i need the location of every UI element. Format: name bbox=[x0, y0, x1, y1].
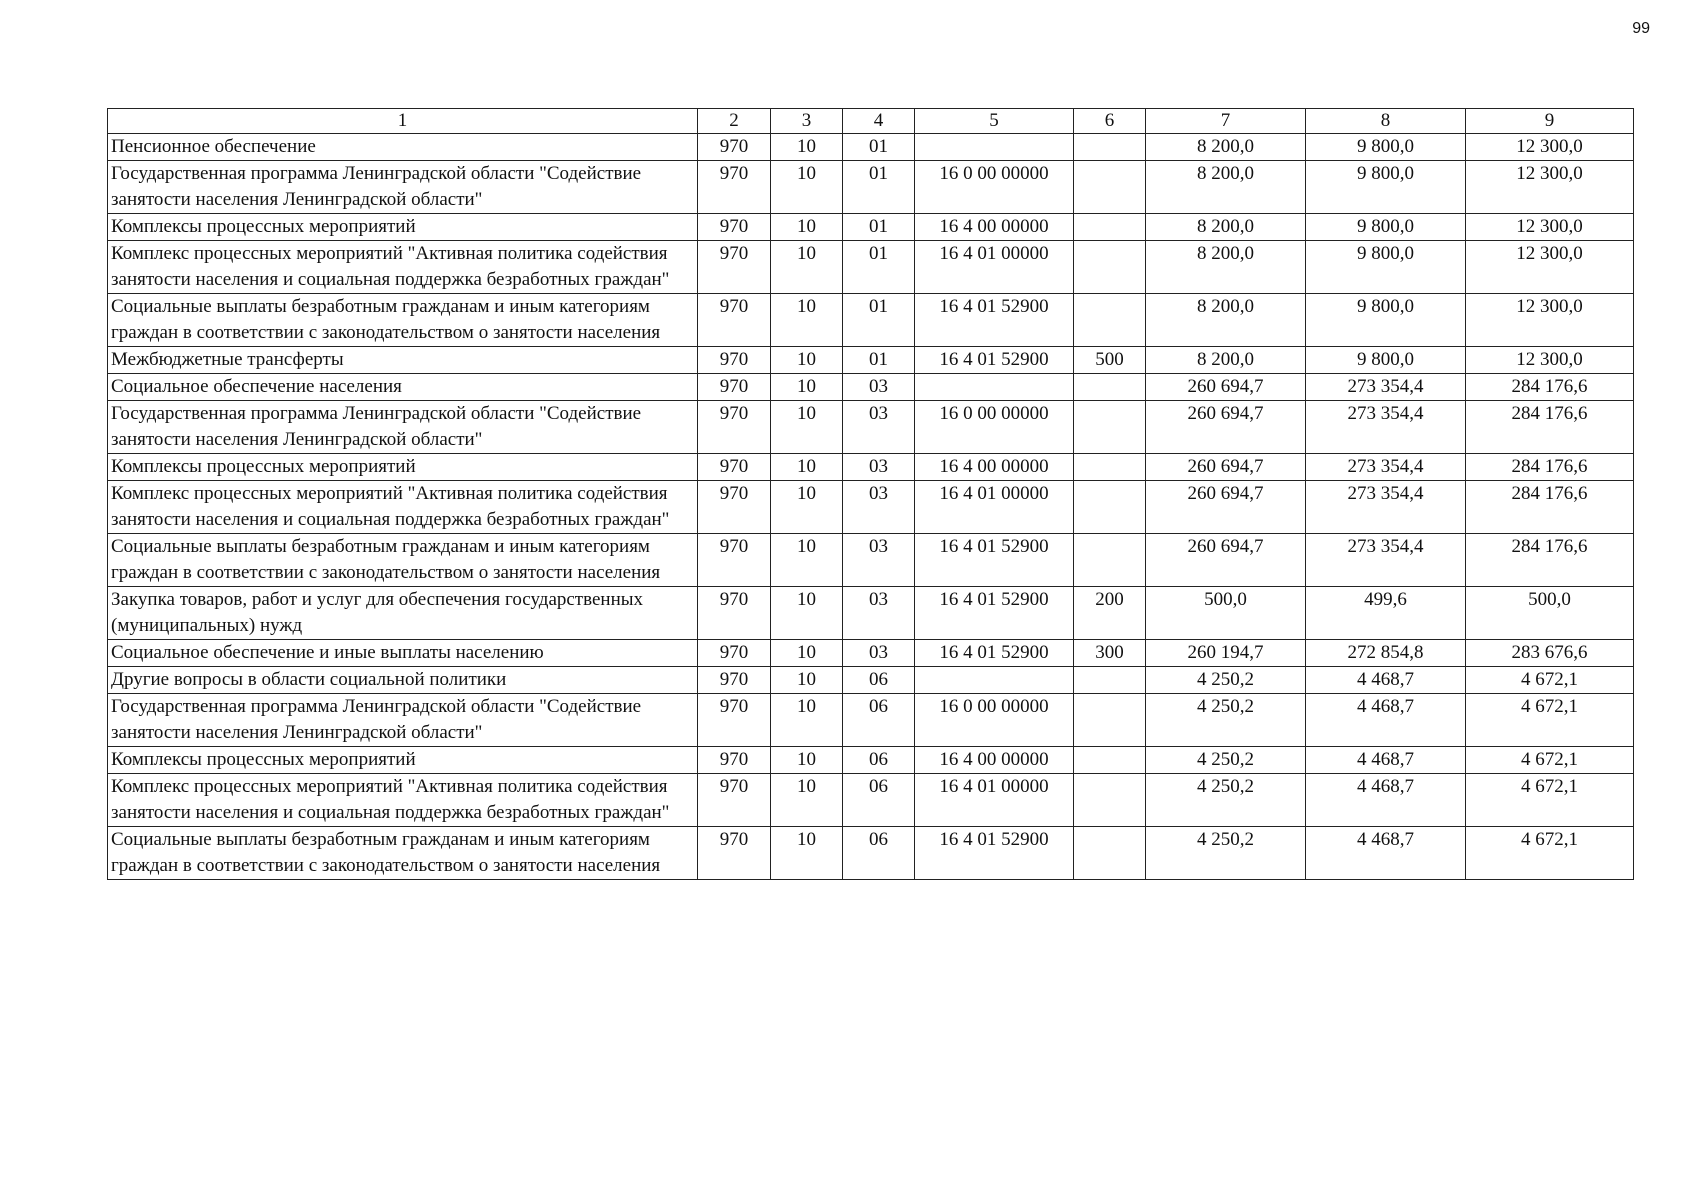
subsection-code-cell: 01 bbox=[843, 347, 915, 374]
expense-type-cell bbox=[1074, 454, 1146, 481]
target-article-cell: 16 4 00 00000 bbox=[915, 747, 1074, 774]
expense-type-cell bbox=[1074, 747, 1146, 774]
target-article-cell: 16 0 00 00000 bbox=[915, 401, 1074, 454]
row-name-cell: Комплексы процессных мероприятий bbox=[108, 747, 698, 774]
row-name-cell: Государственная программа Ленинградской области "Содействие занятости населения Ленинградской области" bbox=[108, 161, 698, 214]
section-code-cell: 10 bbox=[771, 241, 843, 294]
amount-col8-cell: 4 468,7 bbox=[1306, 667, 1466, 694]
subsection-code-cell: 06 bbox=[843, 747, 915, 774]
header-row bbox=[108, 109, 1634, 134]
header-cell: 5 bbox=[915, 109, 1074, 134]
amount-col7-cell: 4 250,2 bbox=[1146, 827, 1306, 880]
table-row bbox=[108, 134, 1634, 161]
subsection-code-cell: 01 bbox=[843, 294, 915, 347]
section-code-cell: 10 bbox=[771, 347, 843, 374]
amount-col8-cell: 9 800,0 bbox=[1306, 214, 1466, 241]
amount-col8-cell: 9 800,0 bbox=[1306, 347, 1466, 374]
target-article-cell: 16 4 01 00000 bbox=[915, 481, 1074, 534]
amount-col7-cell: 8 200,0 bbox=[1146, 294, 1306, 347]
subsection-code-cell: 06 bbox=[843, 827, 915, 880]
amount-col9-cell: 12 300,0 bbox=[1466, 347, 1634, 374]
section-code-cell: 10 bbox=[771, 747, 843, 774]
amount-col7-cell: 4 250,2 bbox=[1146, 694, 1306, 747]
section-code-cell: 10 bbox=[771, 214, 843, 241]
expense-type-cell bbox=[1074, 241, 1146, 294]
header-cell: 7 bbox=[1146, 109, 1306, 134]
table-row bbox=[108, 401, 1634, 454]
chapter-code-cell: 970 bbox=[698, 827, 771, 880]
page-number: 99 bbox=[1632, 20, 1650, 37]
chapter-code-cell: 970 bbox=[698, 747, 771, 774]
subsection-code-cell: 03 bbox=[843, 534, 915, 587]
row-name-cell: Государственная программа Ленинградской области "Содействие занятости населения Ленинградской области" bbox=[108, 694, 698, 747]
chapter-code-cell: 970 bbox=[698, 134, 771, 161]
expense-type-cell bbox=[1074, 294, 1146, 347]
chapter-code-cell: 970 bbox=[698, 454, 771, 481]
amount-col9-cell: 4 672,1 bbox=[1466, 747, 1634, 774]
section-code-cell: 10 bbox=[771, 161, 843, 214]
amount-col8-cell: 273 354,4 bbox=[1306, 454, 1466, 481]
target-article-cell bbox=[915, 667, 1074, 694]
amount-col9-cell: 284 176,6 bbox=[1466, 481, 1634, 534]
chapter-code-cell: 970 bbox=[698, 347, 771, 374]
subsection-code-cell: 03 bbox=[843, 401, 915, 454]
row-name-cell: Пенсионное обеспечение bbox=[108, 134, 698, 161]
subsection-code-cell: 01 bbox=[843, 241, 915, 294]
target-article-cell: 16 4 01 52900 bbox=[915, 347, 1074, 374]
amount-col7-cell: 260 694,7 bbox=[1146, 454, 1306, 481]
subsection-code-cell: 06 bbox=[843, 667, 915, 694]
row-name-cell: Комплекс процессных мероприятий "Активная политика содействия занятости населения и социальная поддержка безработных граждан" bbox=[108, 774, 698, 827]
header-cell: 3 bbox=[771, 109, 843, 134]
amount-col7-cell: 260 694,7 bbox=[1146, 481, 1306, 534]
expense-type-cell bbox=[1074, 774, 1146, 827]
table-row bbox=[108, 241, 1634, 294]
amount-col8-cell: 9 800,0 bbox=[1306, 241, 1466, 294]
subsection-code-cell: 03 bbox=[843, 587, 915, 640]
section-code-cell: 10 bbox=[771, 587, 843, 640]
header-cell: 1 bbox=[108, 109, 698, 134]
expense-type-cell bbox=[1074, 694, 1146, 747]
amount-col9-cell: 4 672,1 bbox=[1466, 774, 1634, 827]
header-cell: 4 bbox=[843, 109, 915, 134]
amount-col7-cell: 500,0 bbox=[1146, 587, 1306, 640]
expense-type-cell: 500 bbox=[1074, 347, 1146, 374]
target-article-cell: 16 4 01 52900 bbox=[915, 640, 1074, 667]
amount-col9-cell: 500,0 bbox=[1466, 587, 1634, 640]
amount-col9-cell: 284 176,6 bbox=[1466, 454, 1634, 481]
expense-type-cell bbox=[1074, 481, 1146, 534]
table-row bbox=[108, 347, 1634, 374]
amount-col7-cell: 260 694,7 bbox=[1146, 401, 1306, 454]
amount-col9-cell: 12 300,0 bbox=[1466, 294, 1634, 347]
table-row bbox=[108, 587, 1634, 640]
target-article-cell: 16 4 00 00000 bbox=[915, 214, 1074, 241]
row-name-cell: Закупка товаров, работ и услуг для обеспечения государственных (муниципальных) нужд bbox=[108, 587, 698, 640]
amount-col8-cell: 499,6 bbox=[1306, 587, 1466, 640]
row-name-cell: Комплекс процессных мероприятий "Активная политика содействия занятости населения и социальная поддержка безработных граждан" bbox=[108, 481, 698, 534]
expense-type-cell: 300 bbox=[1074, 640, 1146, 667]
subsection-code-cell: 03 bbox=[843, 454, 915, 481]
table-row bbox=[108, 827, 1634, 880]
row-name-cell: Межбюджетные трансферты bbox=[108, 347, 698, 374]
table-row bbox=[108, 214, 1634, 241]
target-article-cell: 16 4 01 52900 bbox=[915, 827, 1074, 880]
row-name-cell: Социальные выплаты безработным гражданам и иным категориям граждан в соответствии с законодательством о занятости населения bbox=[108, 827, 698, 880]
table-row bbox=[108, 454, 1634, 481]
table-body bbox=[108, 134, 1634, 880]
row-name-cell: Комплексы процессных мероприятий bbox=[108, 454, 698, 481]
target-article-cell: 16 4 00 00000 bbox=[915, 454, 1074, 481]
amount-col7-cell: 260 694,7 bbox=[1146, 374, 1306, 401]
expense-type-cell bbox=[1074, 374, 1146, 401]
chapter-code-cell: 970 bbox=[698, 667, 771, 694]
amount-col9-cell: 4 672,1 bbox=[1466, 827, 1634, 880]
amount-col9-cell: 12 300,0 bbox=[1466, 241, 1634, 294]
amount-col7-cell: 4 250,2 bbox=[1146, 747, 1306, 774]
section-code-cell: 10 bbox=[771, 667, 843, 694]
table-row bbox=[108, 667, 1634, 694]
expense-type-cell bbox=[1074, 161, 1146, 214]
target-article-cell: 16 4 01 00000 bbox=[915, 774, 1074, 827]
subsection-code-cell: 06 bbox=[843, 774, 915, 827]
target-article-cell: 16 4 01 52900 bbox=[915, 534, 1074, 587]
row-name-cell: Социальные выплаты безработным гражданам и иным категориям граждан в соответствии с законодательством о занятости населения bbox=[108, 294, 698, 347]
chapter-code-cell: 970 bbox=[698, 587, 771, 640]
amount-col8-cell: 4 468,7 bbox=[1306, 694, 1466, 747]
expense-type-cell bbox=[1074, 134, 1146, 161]
amount-col9-cell: 12 300,0 bbox=[1466, 161, 1634, 214]
amount-col8-cell: 9 800,0 bbox=[1306, 294, 1466, 347]
table-row bbox=[108, 640, 1634, 667]
header-cell: 8 bbox=[1306, 109, 1466, 134]
amount-col9-cell: 4 672,1 bbox=[1466, 694, 1634, 747]
amount-col8-cell: 9 800,0 bbox=[1306, 134, 1466, 161]
section-code-cell: 10 bbox=[771, 534, 843, 587]
target-article-cell bbox=[915, 134, 1074, 161]
table-row bbox=[108, 481, 1634, 534]
chapter-code-cell: 970 bbox=[698, 481, 771, 534]
amount-col8-cell: 9 800,0 bbox=[1306, 161, 1466, 214]
section-code-cell: 10 bbox=[771, 294, 843, 347]
amount-col7-cell: 260 694,7 bbox=[1146, 534, 1306, 587]
subsection-code-cell: 01 bbox=[843, 161, 915, 214]
header-cell: 6 bbox=[1074, 109, 1146, 134]
section-code-cell: 10 bbox=[771, 401, 843, 454]
subsection-code-cell: 03 bbox=[843, 481, 915, 534]
subsection-code-cell: 01 bbox=[843, 214, 915, 241]
amount-col8-cell: 4 468,7 bbox=[1306, 747, 1466, 774]
subsection-code-cell: 03 bbox=[843, 374, 915, 401]
amount-col9-cell: 284 176,6 bbox=[1466, 374, 1634, 401]
table-row bbox=[108, 747, 1634, 774]
chapter-code-cell: 970 bbox=[698, 774, 771, 827]
expense-type-cell bbox=[1074, 214, 1146, 241]
amount-col7-cell: 4 250,2 bbox=[1146, 667, 1306, 694]
section-code-cell: 10 bbox=[771, 827, 843, 880]
row-name-cell: Комплексы процессных мероприятий bbox=[108, 214, 698, 241]
section-code-cell: 10 bbox=[771, 374, 843, 401]
section-code-cell: 10 bbox=[771, 481, 843, 534]
subsection-code-cell: 01 bbox=[843, 134, 915, 161]
amount-col9-cell: 284 176,6 bbox=[1466, 401, 1634, 454]
expense-type-cell bbox=[1074, 534, 1146, 587]
table-row bbox=[108, 161, 1634, 214]
table-row bbox=[108, 294, 1634, 347]
expense-type-cell bbox=[1074, 667, 1146, 694]
table-row bbox=[108, 694, 1634, 747]
amount-col7-cell: 8 200,0 bbox=[1146, 241, 1306, 294]
amount-col8-cell: 273 354,4 bbox=[1306, 374, 1466, 401]
table-row bbox=[108, 774, 1634, 827]
section-code-cell: 10 bbox=[771, 640, 843, 667]
target-article-cell bbox=[915, 374, 1074, 401]
target-article-cell: 16 0 00 00000 bbox=[915, 694, 1074, 747]
amount-col7-cell: 8 200,0 bbox=[1146, 161, 1306, 214]
amount-col7-cell: 4 250,2 bbox=[1146, 774, 1306, 827]
expense-type-cell bbox=[1074, 401, 1146, 454]
expense-type-cell bbox=[1074, 827, 1146, 880]
section-code-cell: 10 bbox=[771, 774, 843, 827]
chapter-code-cell: 970 bbox=[698, 374, 771, 401]
chapter-code-cell: 970 bbox=[698, 401, 771, 454]
target-article-cell: 16 0 00 00000 bbox=[915, 161, 1074, 214]
budget-table bbox=[107, 108, 1634, 880]
amount-col9-cell: 283 676,6 bbox=[1466, 640, 1634, 667]
row-name-cell: Социальное обеспечение населения bbox=[108, 374, 698, 401]
chapter-code-cell: 970 bbox=[698, 294, 771, 347]
row-name-cell: Комплекс процессных мероприятий "Активная политика содействия занятости населения и социальная поддержка безработных граждан" bbox=[108, 241, 698, 294]
amount-col9-cell: 284 176,6 bbox=[1466, 534, 1634, 587]
table-row bbox=[108, 374, 1634, 401]
amount-col9-cell: 12 300,0 bbox=[1466, 214, 1634, 241]
table-row bbox=[108, 534, 1634, 587]
amount-col9-cell: 12 300,0 bbox=[1466, 134, 1634, 161]
amount-col8-cell: 272 854,8 bbox=[1306, 640, 1466, 667]
chapter-code-cell: 970 bbox=[698, 241, 771, 294]
subsection-code-cell: 06 bbox=[843, 694, 915, 747]
row-name-cell: Социальное обеспечение и иные выплаты населению bbox=[108, 640, 698, 667]
subsection-code-cell: 03 bbox=[843, 640, 915, 667]
expense-type-cell: 200 bbox=[1074, 587, 1146, 640]
amount-col7-cell: 8 200,0 bbox=[1146, 134, 1306, 161]
target-article-cell: 16 4 01 52900 bbox=[915, 587, 1074, 640]
header-cell: 9 bbox=[1466, 109, 1634, 134]
amount-col8-cell: 273 354,4 bbox=[1306, 534, 1466, 587]
section-code-cell: 10 bbox=[771, 454, 843, 481]
amount-col8-cell: 4 468,7 bbox=[1306, 774, 1466, 827]
amount-col8-cell: 273 354,4 bbox=[1306, 401, 1466, 454]
chapter-code-cell: 970 bbox=[698, 694, 771, 747]
row-name-cell: Социальные выплаты безработным гражданам и иным категориям граждан в соответствии с законодательством о занятости населения bbox=[108, 534, 698, 587]
row-name-cell: Государственная программа Ленинградской области "Содействие занятости населения Ленинградской области" bbox=[108, 401, 698, 454]
amount-col8-cell: 4 468,7 bbox=[1306, 827, 1466, 880]
section-code-cell: 10 bbox=[771, 694, 843, 747]
amount-col7-cell: 260 194,7 bbox=[1146, 640, 1306, 667]
row-name-cell: Другие вопросы в области социальной политики bbox=[108, 667, 698, 694]
chapter-code-cell: 970 bbox=[698, 534, 771, 587]
amount-col7-cell: 8 200,0 bbox=[1146, 347, 1306, 374]
amount-col7-cell: 8 200,0 bbox=[1146, 214, 1306, 241]
header-cell: 2 bbox=[698, 109, 771, 134]
amount-col8-cell: 273 354,4 bbox=[1306, 481, 1466, 534]
target-article-cell: 16 4 01 00000 bbox=[915, 241, 1074, 294]
chapter-code-cell: 970 bbox=[698, 214, 771, 241]
target-article-cell: 16 4 01 52900 bbox=[915, 294, 1074, 347]
amount-col9-cell: 4 672,1 bbox=[1466, 667, 1634, 694]
section-code-cell: 10 bbox=[771, 134, 843, 161]
chapter-code-cell: 970 bbox=[698, 161, 771, 214]
chapter-code-cell: 970 bbox=[698, 640, 771, 667]
